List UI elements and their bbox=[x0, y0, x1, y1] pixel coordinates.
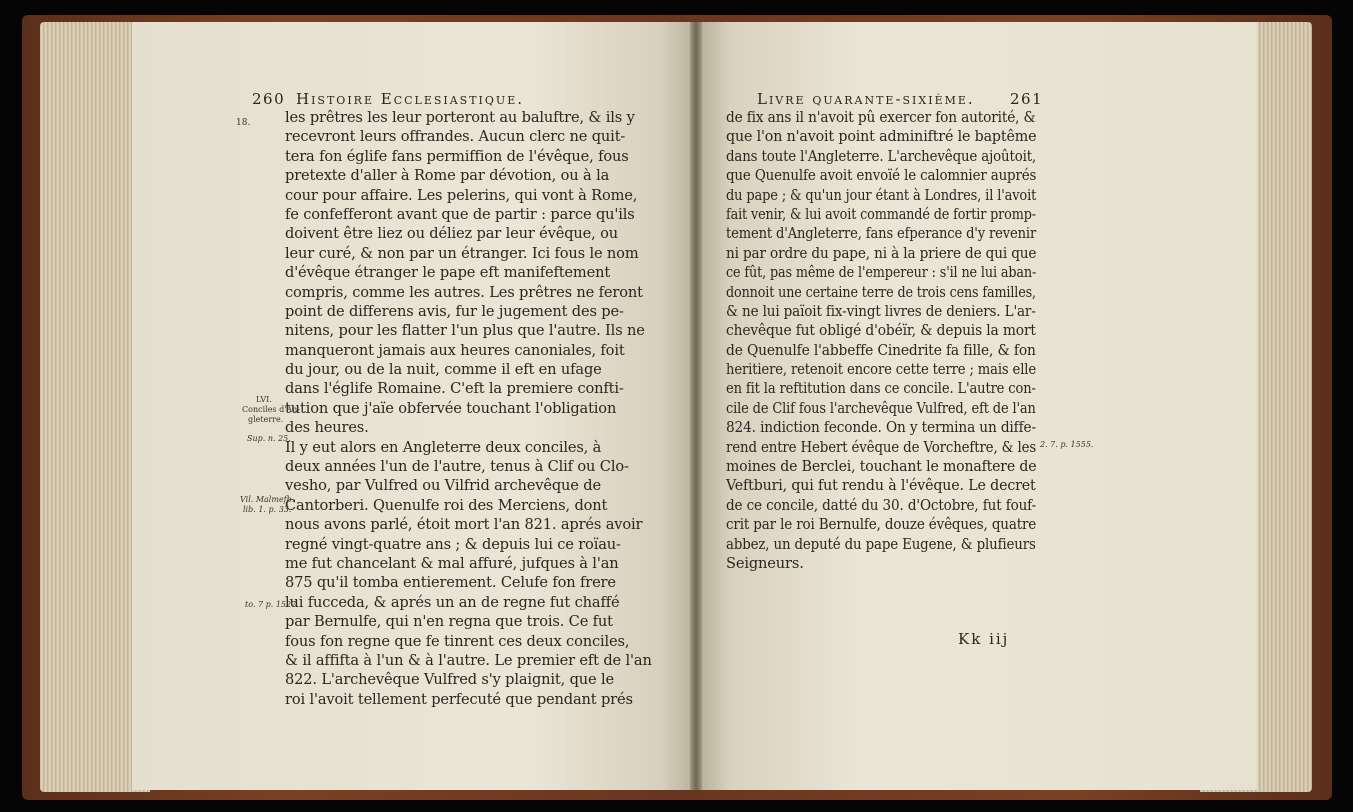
left-text-line: roi l'avoit tellement perfecuté que pendant prés bbox=[285, 690, 633, 708]
right-text-line: ni par ordre du pape, ni à la priere de qui que bbox=[726, 244, 1037, 262]
margin-note-malmesb-2: lib. 1. p. 33. bbox=[243, 505, 292, 514]
margin-note-right: 2. 7. p. 1555. bbox=[1040, 440, 1094, 449]
right-text-line: de Quenulfe l'abbeffe Cinedrite fa fille, & fon bbox=[726, 341, 1036, 359]
margin-note-conciles-1: Conciles d'An- bbox=[242, 405, 301, 414]
left-text-line: dans l'églife Romaine. C'eft la premiere confti- bbox=[285, 380, 624, 398]
right-text-line: cile de Clif fous l'archevêque Vulfred, eft de l'an bbox=[726, 399, 1036, 417]
right-text-line: Seigneurs. bbox=[726, 554, 804, 572]
left-text-line: cour pour affaire. Les pelerins, qui vont à Rome, bbox=[285, 186, 638, 204]
right-text-line: 824. indiction feconde. On y termina un diffe- bbox=[726, 419, 1036, 437]
margin-note-lvi: LVI. bbox=[256, 395, 272, 404]
right-text-line: de ce concile, datté du 30. d'Octobre, fut fouf- bbox=[726, 496, 1037, 514]
left-text-line: vesho, par Vulfred ou Vilfrid archevêque de bbox=[285, 477, 601, 495]
left-text-line: les prêtres les leur porteront au baluftre, & ils y bbox=[285, 109, 635, 126]
left-text-line: point de differens avis, fur le jugement des pe- bbox=[285, 302, 624, 320]
right-text-line: Veftburi, qui fut rendu à l'évêque. Le decret bbox=[726, 477, 1036, 495]
left-text-line: d'évêque étranger le pape eft manifeftement bbox=[285, 264, 611, 282]
right-text-line: chevêque fut obligé d'obéïr, & depuis la mort bbox=[726, 322, 1036, 340]
right-text-line: crit par le roi Bernulfe, douze évêques, quatre bbox=[726, 516, 1037, 534]
right-text-line: que Quenulfe avoit envoïé le calomnier auprés bbox=[726, 167, 1037, 185]
left-text-line: Cantorberi. Quenulfe roi des Merciens, dont bbox=[285, 496, 608, 514]
left-text-line: manqueront jamais aux heures canoniales, foit bbox=[285, 341, 625, 359]
margin-note-18: 18. bbox=[236, 118, 251, 128]
left-text-line: par Bernulfe, qui n'en regna que trois. Ce fut bbox=[285, 613, 613, 631]
right-text-line: que l'on n'avoit point adminiftré le baptême bbox=[726, 128, 1037, 146]
right-text-line: rend entre Hebert évêque de Vorcheftre, & les bbox=[726, 438, 1037, 456]
left-text-line: lui fucceda, & aprés un an de regne fut chaffé bbox=[285, 593, 620, 611]
right-page-number: 261 bbox=[1010, 90, 1044, 108]
left-text-line: & il affifta à l'un & à l'autre. Le premier eft de l'an bbox=[285, 651, 652, 669]
right-text-line: en fit la reftitution dans ce concile. L'autre con- bbox=[726, 380, 1036, 398]
margin-note-sup: Sup. n. 25. bbox=[247, 434, 291, 443]
right-text-line: du pape ; & qu'un jour étant à Londres, il l'avoit bbox=[726, 186, 1037, 204]
right-text-line: heritiere, retenoit encore cette terre ; mais elle bbox=[726, 361, 1036, 379]
left-page-number: 260 bbox=[252, 90, 286, 108]
book-gutter bbox=[690, 22, 702, 790]
margin-note-to: to. 7 p. 1527. bbox=[245, 600, 299, 609]
right-text-line: dans toute l'Angleterre. L'archevêque ajoûtoit, bbox=[726, 147, 1037, 165]
left-text-line: 875 qu'il tomba entierement. Celufe fon frere bbox=[285, 574, 616, 592]
left-text-line: tera fon églife fans permiffion de l'évêque, fous bbox=[285, 147, 629, 165]
left-text-line: 822. L'archevêque Vulfred s'y plaignit, que le bbox=[285, 671, 615, 689]
left-text-line: me fut chancelant & mal affuré, jufques à l'an bbox=[285, 554, 619, 572]
signature-mark: Kk iij bbox=[958, 630, 1010, 648]
right-body-text bbox=[726, 108, 1036, 573]
right-text-line: donnoit une certaine terre de trois cens familles, bbox=[726, 283, 1036, 301]
left-text-line: leur curé, & non par un étranger. Ici fous le nom bbox=[285, 244, 639, 262]
left-text-line: fe confefferont avant que de partir : parce qu'ils bbox=[285, 205, 635, 223]
left-text-line: des heures. bbox=[285, 419, 369, 437]
left-text-line: tution que j'aïe obfervée touchant l'obligation bbox=[285, 399, 617, 417]
right-text-line: moines de Berclei, touchant le monaftere de bbox=[726, 458, 1037, 476]
right-running-head: Livre quarante-sixième. bbox=[757, 90, 975, 108]
left-text-line: compris, comme les autres. Les prêtres ne feront bbox=[285, 283, 643, 301]
margin-note-conciles-2: gleterre. bbox=[248, 415, 284, 424]
left-text-line: deux années l'un de l'autre, tenus à Clif ou Clo- bbox=[285, 458, 629, 476]
left-text-line: pretexte d'aller à Rome par dévotion, ou à la bbox=[285, 167, 610, 185]
right-text-line: de fix ans il n'avoit pû exercer fon autorité, & bbox=[726, 109, 1036, 126]
left-text-line: recevront leurs offrandes. Aucun clerc ne quit- bbox=[285, 128, 626, 146]
left-text-line: regné vingt-quatre ans ; & depuis lui ce roïau- bbox=[285, 535, 621, 553]
left-text-line: nous avons parlé, étoit mort l'an 821. aprés avoir bbox=[285, 516, 643, 534]
left-running-head: Histoire Ecclesiastique. bbox=[296, 90, 524, 108]
left-text-line: doivent être liez ou déliez par leur évêque, ou bbox=[285, 225, 619, 243]
left-text-line: du jour, ou de la nuit, comme il eft en ufage bbox=[285, 361, 602, 379]
right-text-line: & ne lui païoit fix-vingt livres de deniers. L'ar- bbox=[726, 302, 1036, 320]
left-text-line: fous fon regne que fe tinrent ces deux conciles, bbox=[285, 632, 630, 650]
right-text-line: fait venir, & lui avoit commandé de fortir promp- bbox=[726, 205, 1036, 223]
margin-note-malmesb-1: Vil. Malmefb. bbox=[240, 495, 295, 504]
right-text-line: ce fût, pas même de l'empereur : s'il ne lui aban- bbox=[726, 264, 1037, 282]
left-text-line: nitens, pour les flatter l'un plus que l'autre. Ils ne bbox=[285, 322, 645, 340]
left-body-text bbox=[285, 108, 677, 709]
right-text-line: abbez, un deputé du pape Eugene, & plufieurs bbox=[726, 535, 1036, 553]
right-text-line: tement d'Angleterre, fans efperance d'y revenir bbox=[726, 225, 1037, 243]
left-text-line: Il y eut alors en Angleterre deux conciles, à bbox=[285, 438, 602, 456]
